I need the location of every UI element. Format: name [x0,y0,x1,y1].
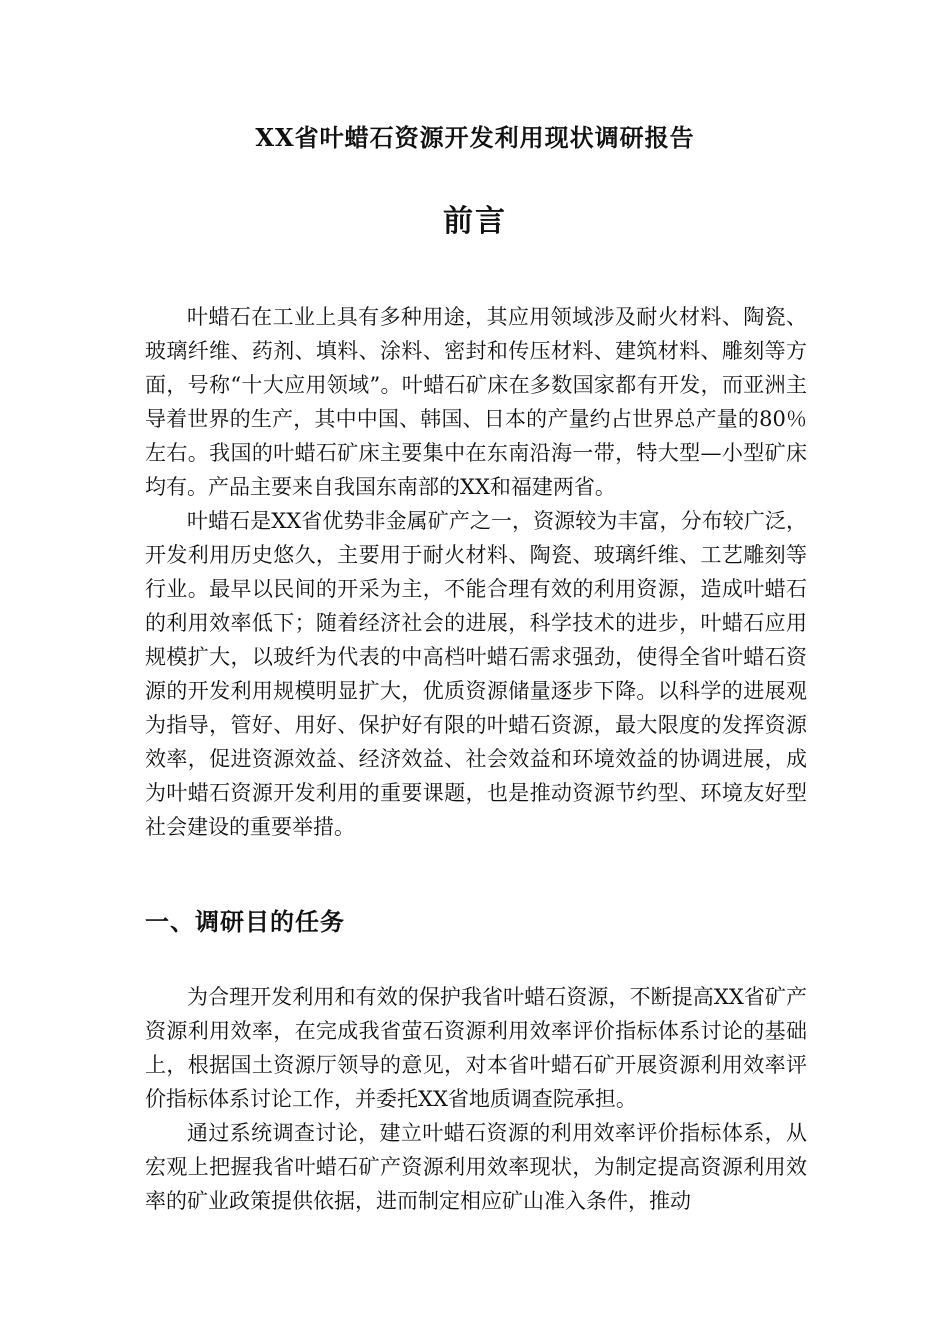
document-title: XX省叶蜡石资源开发利用现状调研报告 [255,123,695,152]
preface-paragraph-2: 叶蜡石是XX省优势非金属矿产之一，资源较为丰富，分布较广泛，开发利用历史悠久，主要用于耐火材料、陶瓷、玻璃纤维、工艺雕刻等行业。最早以民间的开采为主，不能合理有效的利用资源，造成叶蜡石的利用效率低下；随着经济社会的进展，科学技术的进步，叶蜡石应用规模扩大，以玻纤为代表的中高档叶蜡石需求强劲，使得全省叶蜡石资源的开发利用规模明显扩大，优质资源储量逐步下降。以科学的进展观为指导，管好、用好、保护好有限的叶蜡石资源，最大限度的发挥资源效率，促进资源效益、经济效益、社会效益和环境效益的协调进展，成为叶蜡石资源开发利用的重要课题，也是推动资源节约型、环境友好型社会建设的重要举措。 [145,509,807,839]
preface-paragraph-1: 叶蜡石在工业上具有多种用途，其应用领域涉及耐火材料、陶瓷、玻璃纤维、药剂、填料、涂料、密封和传压材料、建筑材料、雕刻等方面，号称“十大应用领域”。叶蜡石矿床在多数国家都有开发，而亚洲主导着世界的生产，其中中国、韩国、日本的产量约占世界总产量的80％左右。我国的叶蜡石矿床主要集中在东南沿海一带，特大型—小型矿床均有。产品主要来自我国东南部的XX和福建两省。 [145,305,807,499]
preface-heading: 前言 [443,204,507,239]
preface-body [145,300,807,844]
section-1-paragraph-2: 通过系统调查讨论，建立叶蜡石资源的利用效率评价指标体系，从宏观上把握我省叶蜡石矿产资源利用效率现状，为制定提高资源利用效率的矿业政策提供依据，进而制定相应矿山准入条件，推动 [145,1121,807,1213]
section-1-paragraph-1: 为合理开发利用和有效的保护我省叶蜡石资源，不断提高XX省矿产资源利用效率，在完成我省萤石资源利用效率评价指标体系讨论的基础上，根据国土资源厅领导的意见，对本省叶蜡石矿开展资源利用效率评价指标体系讨论工作，并委托XX省地质调查院承担。 [145,985,807,1111]
section-1-body [145,980,807,1218]
section-1-heading: 一、调研目的任务 [145,907,345,936]
